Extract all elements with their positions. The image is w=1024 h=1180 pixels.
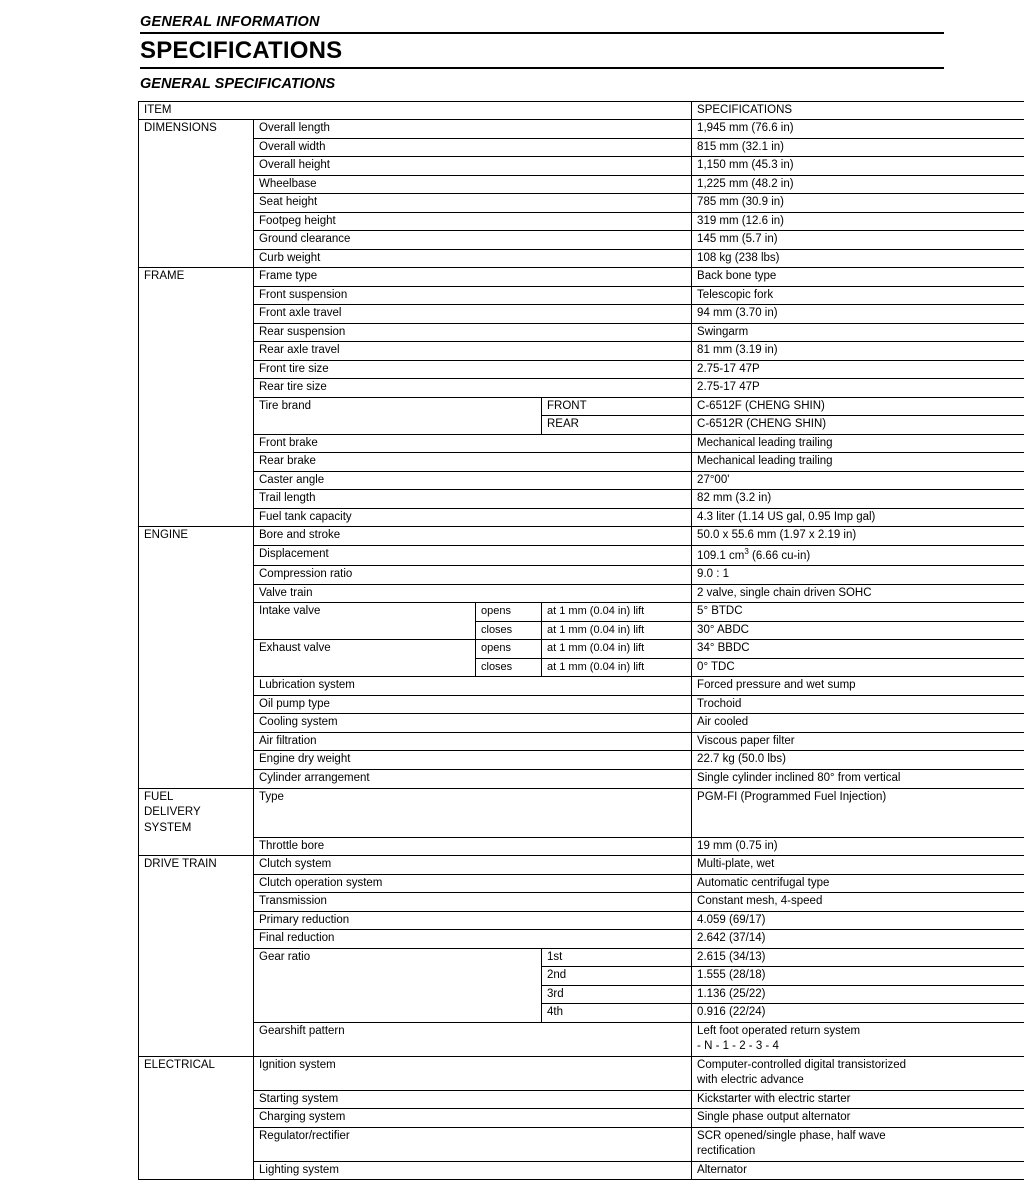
- category-continuation: [139, 545, 254, 565]
- row-item: Transmission: [254, 893, 692, 912]
- row-item: Gear ratio: [254, 948, 542, 1022]
- row-spec: 82 mm (3.2 in): [692, 490, 1024, 509]
- category-continuation: [139, 930, 254, 949]
- row-spec: 94 mm (3.70 in): [692, 305, 1024, 324]
- row-spec: 4.059 (69/17): [692, 911, 1024, 930]
- category-continuation: [139, 714, 254, 733]
- table-row: [139, 305, 1024, 324]
- row-item: Type: [254, 788, 692, 837]
- category-continuation: [139, 342, 254, 361]
- category-drive-train: DRIVE TRAIN: [139, 856, 254, 875]
- row-spec-displacement: 109.1 $cm^3$ (6.66 cu-in): [692, 545, 1024, 565]
- category-line-2: DELIVERY: [144, 806, 201, 818]
- row-item: Clutch operation system: [254, 874, 692, 893]
- row-spec-line-1: Computer-controlled digital transistorized: [697, 1059, 906, 1071]
- category-continuation: [139, 695, 254, 714]
- table-row: [139, 1161, 1024, 1180]
- row-spec: [692, 1056, 1024, 1090]
- row-spec: C-6512R (CHENG SHIN): [692, 416, 1024, 435]
- table-row: [139, 584, 1024, 603]
- breadcrumb: GENERAL INFORMATION: [140, 14, 944, 32]
- row-item: Gearshift pattern: [254, 1022, 692, 1056]
- category-dimensions: DIMENSIONS: [139, 120, 254, 139]
- row-item: Tire brand: [254, 397, 542, 434]
- table-row: [139, 268, 1024, 287]
- table-row: [139, 603, 1024, 622]
- row-spec-line-1: SCR opened/single phase, half wave: [697, 1130, 886, 1142]
- row-item: Valve train: [254, 584, 692, 603]
- row-spec: 2.642 (37/14): [692, 930, 1024, 949]
- row-item: Rear suspension: [254, 323, 692, 342]
- table-row: [139, 1127, 1024, 1161]
- category-electrical: ELECTRICAL: [139, 1056, 254, 1090]
- category-continuation: [139, 1022, 254, 1056]
- row-spec: 319 mm (12.6 in): [692, 212, 1024, 231]
- category-continuation: [139, 911, 254, 930]
- category-continuation: [139, 471, 254, 490]
- row-spec-line-1: Left foot operated return system: [697, 1025, 860, 1037]
- table-row: [139, 1109, 1024, 1128]
- category-continuation: [139, 286, 254, 305]
- category-continuation: [139, 138, 254, 157]
- row-subitem: opens: [476, 640, 542, 659]
- row-spec: Mechanical leading trailing: [692, 453, 1024, 472]
- row-spec: Automatic centrifugal type: [692, 874, 1024, 893]
- table-row: [139, 695, 1024, 714]
- table-row: [139, 212, 1024, 231]
- row-item: Throttle bore: [254, 837, 692, 856]
- row-spec: 2.75-17 47P: [692, 360, 1024, 379]
- category-continuation: [139, 323, 254, 342]
- table-row: [139, 471, 1024, 490]
- category-continuation: [139, 837, 254, 856]
- table-row: [139, 714, 1024, 733]
- category-continuation: [139, 677, 254, 696]
- row-subitem: 2nd: [542, 967, 692, 986]
- specifications-table: [138, 101, 1024, 1180]
- row-subitem: 1st: [542, 948, 692, 967]
- category-continuation: [139, 967, 254, 986]
- table-row: [139, 249, 1024, 268]
- row-spec: 81 mm (3.19 in): [692, 342, 1024, 361]
- category-continuation: [139, 490, 254, 509]
- table-row: [139, 788, 1024, 837]
- page-header: [140, 14, 944, 92]
- row-spec: 1.136 (25/22): [692, 985, 1024, 1004]
- table-row: [139, 453, 1024, 472]
- table-row: [139, 732, 1024, 751]
- row-item: Front axle travel: [254, 305, 692, 324]
- category-continuation: [139, 379, 254, 398]
- category-continuation: [139, 453, 254, 472]
- table-row: [139, 138, 1024, 157]
- category-continuation: [139, 948, 254, 967]
- row-item: Rear brake: [254, 453, 692, 472]
- row-subitem: REAR: [542, 416, 692, 435]
- table-row: [139, 1090, 1024, 1109]
- category-continuation: [139, 397, 254, 416]
- row-subitem: opens: [476, 603, 542, 622]
- table-row: [139, 194, 1024, 213]
- category-continuation: [139, 1161, 254, 1180]
- row-item: Overall length: [254, 120, 692, 139]
- row-item: Bore and stroke: [254, 527, 692, 546]
- row-item: Curb weight: [254, 249, 692, 268]
- row-subitem-detail: at 1 mm (0.04 in) lift: [542, 621, 692, 640]
- table-row: [139, 566, 1024, 585]
- table-row: [139, 677, 1024, 696]
- row-spec: 30° ABDC: [692, 621, 1024, 640]
- row-spec: Telescopic fork: [692, 286, 1024, 305]
- category-continuation: [139, 874, 254, 893]
- row-spec-line-2: with electric advance: [697, 1074, 804, 1086]
- row-item: Ignition system: [254, 1056, 692, 1090]
- section-title: GENERAL SPECIFICATIONS: [140, 76, 944, 92]
- row-item: Lubrication system: [254, 677, 692, 696]
- category-continuation: [139, 584, 254, 603]
- row-spec: PGM-FI (Programmed Fuel Injection): [692, 788, 1024, 837]
- table-row: [139, 856, 1024, 875]
- row-spec: 2.75-17 47P: [692, 379, 1024, 398]
- category-line-1: FUEL: [144, 791, 173, 803]
- table-row: [139, 286, 1024, 305]
- row-item: Fuel tank capacity: [254, 508, 692, 527]
- category-continuation: [139, 508, 254, 527]
- row-spec: Constant mesh, 4-speed: [692, 893, 1024, 912]
- category-continuation: [139, 434, 254, 453]
- category-continuation: [139, 249, 254, 268]
- category-continuation: [139, 416, 254, 435]
- row-spec: 2 valve, single chain driven SOHC: [692, 584, 1024, 603]
- row-spec: Trochoid: [692, 695, 1024, 714]
- table-row: [139, 874, 1024, 893]
- table-row: [139, 751, 1024, 770]
- row-spec: 1,225 mm (48.2 in): [692, 175, 1024, 194]
- row-item: Compression ratio: [254, 566, 692, 585]
- category-continuation: [139, 175, 254, 194]
- row-subitem: closes: [476, 621, 542, 640]
- row-spec: 815 mm (32.1 in): [692, 138, 1024, 157]
- category-continuation: [139, 732, 254, 751]
- table-row: [139, 948, 1024, 967]
- row-item: Cooling system: [254, 714, 692, 733]
- row-spec: 34° BBDC: [692, 640, 1024, 659]
- row-spec: Viscous paper filter: [692, 732, 1024, 751]
- row-subitem: FRONT: [542, 397, 692, 416]
- row-subitem: 4th: [542, 1004, 692, 1023]
- category-continuation: [139, 231, 254, 250]
- row-spec: Single phase output alternator: [692, 1109, 1024, 1128]
- category-continuation: [139, 893, 254, 912]
- row-spec: 50.0 x 55.6 mm (1.97 x 2.19 in): [692, 527, 1024, 546]
- table-row: [139, 930, 1024, 949]
- table-row: [139, 508, 1024, 527]
- header-divider: [140, 32, 944, 34]
- row-spec: Forced pressure and wet sump: [692, 677, 1024, 696]
- table-row: [139, 157, 1024, 176]
- row-spec-line-2: rectification: [697, 1145, 755, 1157]
- row-item: Front suspension: [254, 286, 692, 305]
- row-spec: 9.0 : 1: [692, 566, 1024, 585]
- row-spec: 108 kg (238 lbs): [692, 249, 1024, 268]
- row-subitem-detail: at 1 mm (0.04 in) lift: [542, 658, 692, 677]
- table-row: [139, 1056, 1024, 1090]
- table-row: [139, 434, 1024, 453]
- category-engine: ENGINE: [139, 527, 254, 546]
- row-spec: Alternator: [692, 1161, 1024, 1180]
- category-line-3: SYSTEM: [144, 822, 191, 834]
- column-header-item: ITEM: [139, 101, 692, 120]
- row-spec: Back bone type: [692, 268, 1024, 287]
- category-frame: FRAME: [139, 268, 254, 287]
- table-row: [139, 527, 1024, 546]
- row-item: Ground clearance: [254, 231, 692, 250]
- row-subitem-detail: at 1 mm (0.04 in) lift: [542, 603, 692, 622]
- category-continuation: [139, 194, 254, 213]
- row-item: Displacement: [254, 545, 692, 565]
- table-row: [139, 323, 1024, 342]
- row-item: Engine dry weight: [254, 751, 692, 770]
- category-continuation: [139, 985, 254, 1004]
- row-item: Footpeg height: [254, 212, 692, 231]
- table-row: [139, 640, 1024, 659]
- category-fuel-delivery-system: [139, 788, 254, 837]
- row-spec: 27°00': [692, 471, 1024, 490]
- row-subitem: 3rd: [542, 985, 692, 1004]
- row-item: Air filtration: [254, 732, 692, 751]
- row-spec: 19 mm (0.75 in): [692, 837, 1024, 856]
- row-spec: Single cylinder inclined 80° from vertical: [692, 769, 1024, 788]
- row-item: Front tire size: [254, 360, 692, 379]
- row-subitem: closes: [476, 658, 542, 677]
- table-row: [139, 231, 1024, 250]
- row-spec: C-6512F (CHENG SHIN): [692, 397, 1024, 416]
- row-spec: 4.3 liter (1.14 US gal, 0.95 Imp gal): [692, 508, 1024, 527]
- row-spec: 0° TDC: [692, 658, 1024, 677]
- row-spec-line-2: - N - 1 - 2 - 3 - 4: [697, 1040, 779, 1052]
- category-continuation: [139, 212, 254, 231]
- table-row: [139, 893, 1024, 912]
- row-item: Starting system: [254, 1090, 692, 1109]
- table-row: [139, 120, 1024, 139]
- table-row: [139, 545, 1024, 565]
- row-item: Frame type: [254, 268, 692, 287]
- row-item: Oil pump type: [254, 695, 692, 714]
- row-item: Seat height: [254, 194, 692, 213]
- table-row: [139, 911, 1024, 930]
- row-subitem-detail: at 1 mm (0.04 in) lift: [542, 640, 692, 659]
- row-spec: 145 mm (5.7 in): [692, 231, 1024, 250]
- category-continuation: [139, 603, 254, 622]
- row-item: Final reduction: [254, 930, 692, 949]
- row-spec: Multi-plate, wet: [692, 856, 1024, 875]
- category-continuation: [139, 658, 254, 677]
- category-continuation: [139, 640, 254, 659]
- title-divider: [140, 67, 944, 69]
- row-spec: Mechanical leading trailing: [692, 434, 1024, 453]
- table-row: [139, 175, 1024, 194]
- row-item: Overall height: [254, 157, 692, 176]
- row-item: Trail length: [254, 490, 692, 509]
- row-spec: 2.615 (34/13): [692, 948, 1024, 967]
- table-row: [139, 360, 1024, 379]
- table-row: [139, 837, 1024, 856]
- row-spec: 1,945 mm (76.6 in): [692, 120, 1024, 139]
- row-spec: 5° BTDC: [692, 603, 1024, 622]
- row-spec: 1.555 (28/18): [692, 967, 1024, 986]
- row-item: Primary reduction: [254, 911, 692, 930]
- row-spec: Kickstarter with electric starter: [692, 1090, 1024, 1109]
- page-title: SPECIFICATIONS: [140, 37, 944, 65]
- table-row: [139, 490, 1024, 509]
- table-row: [139, 397, 1024, 416]
- category-continuation: [139, 1109, 254, 1128]
- row-item: Rear axle travel: [254, 342, 692, 361]
- column-header-specifications: SPECIFICATIONS: [692, 101, 1024, 120]
- row-spec: 0.916 (22/24): [692, 1004, 1024, 1023]
- row-item: Charging system: [254, 1109, 692, 1128]
- category-continuation: [139, 157, 254, 176]
- row-item: Caster angle: [254, 471, 692, 490]
- category-continuation: [139, 769, 254, 788]
- category-continuation: [139, 621, 254, 640]
- table-row: [139, 342, 1024, 361]
- category-continuation: [139, 305, 254, 324]
- row-item: Intake valve: [254, 603, 476, 640]
- row-item: Lighting system: [254, 1161, 692, 1180]
- row-spec: [692, 1022, 1024, 1056]
- table-row: [139, 1022, 1024, 1056]
- category-continuation: [139, 360, 254, 379]
- row-item: Overall width: [254, 138, 692, 157]
- row-item: Exhaust valve: [254, 640, 476, 677]
- category-continuation: [139, 751, 254, 770]
- row-item: Clutch system: [254, 856, 692, 875]
- row-spec: 22.7 kg (50.0 lbs): [692, 751, 1024, 770]
- row-spec: [692, 1127, 1024, 1161]
- table-header-row: [139, 101, 1024, 120]
- row-item: Wheelbase: [254, 175, 692, 194]
- row-item: Regulator/rectifier: [254, 1127, 692, 1161]
- table-row: [139, 769, 1024, 788]
- row-item: Rear tire size: [254, 379, 692, 398]
- category-continuation: [139, 1127, 254, 1161]
- row-spec: Air cooled: [692, 714, 1024, 733]
- category-continuation: [139, 1090, 254, 1109]
- row-item: Cylinder arrangement: [254, 769, 692, 788]
- row-spec: Swingarm: [692, 323, 1024, 342]
- category-continuation: [139, 566, 254, 585]
- category-continuation: [139, 1004, 254, 1023]
- row-spec: 1,150 mm (45.3 in): [692, 157, 1024, 176]
- row-item: Front brake: [254, 434, 692, 453]
- table-row: [139, 379, 1024, 398]
- row-spec: 785 mm (30.9 in): [692, 194, 1024, 213]
